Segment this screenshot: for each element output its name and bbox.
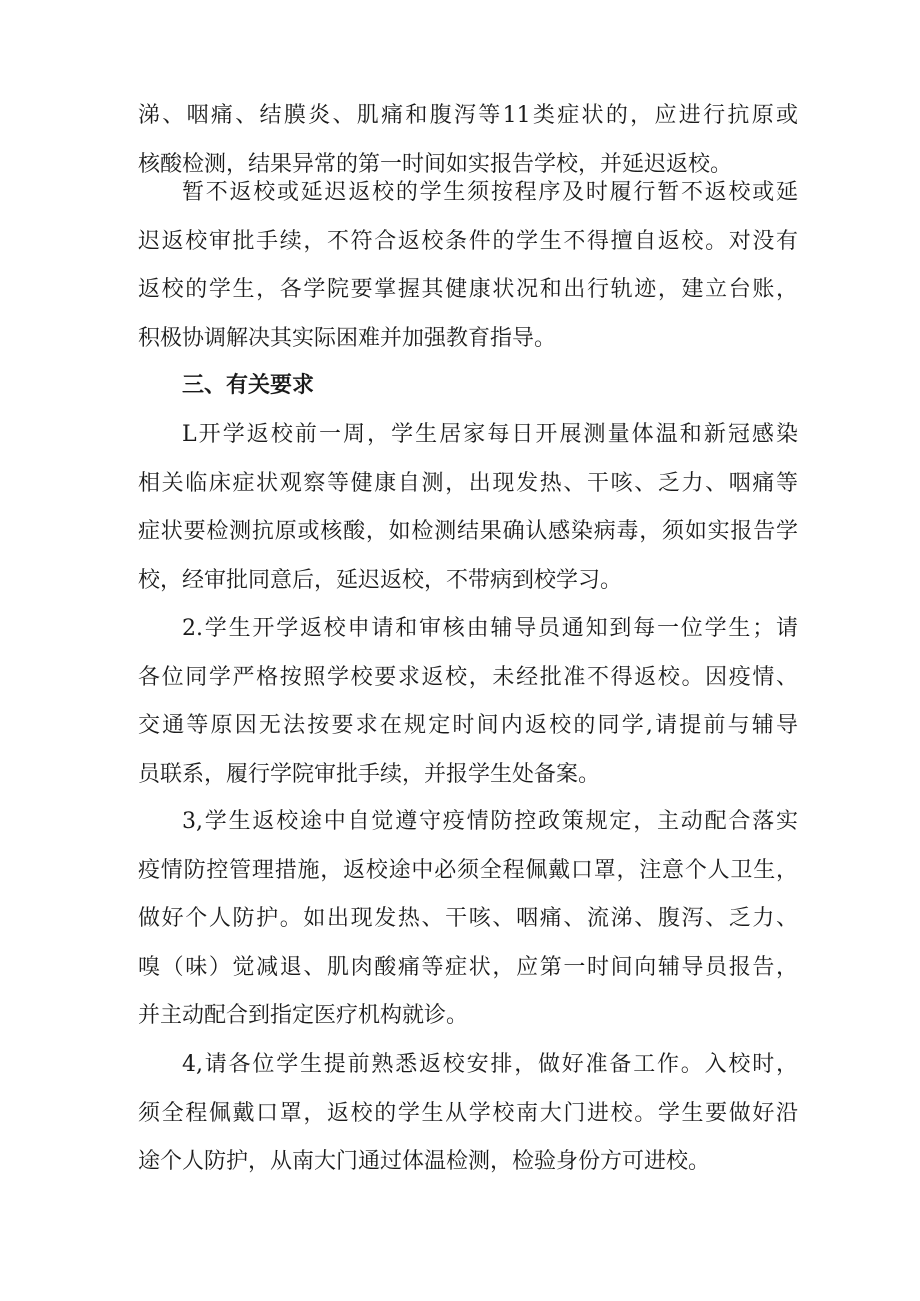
text-line: 并主动配合到指定医疗机构就诊。 xyxy=(138,1003,469,1028)
text-line: 迟返校审批手续，不符合返校条件的学生不得擅自返校。对没有 xyxy=(138,228,798,254)
text-line: 校，经审批同意后，延迟返校，不带病到校学习。 xyxy=(138,567,623,593)
text-line: L开学返校前一周，学生居家每日开展测量体温和新冠感染 xyxy=(182,422,798,447)
text-line: 核酸检测，结果异常的第一时间如实报告学校，并延迟返校。 xyxy=(138,151,733,177)
text-line: 交通等原因无法按要求在规定时间内返校的同学,请提前与辅导 xyxy=(138,713,798,738)
paragraph-delayed-return xyxy=(138,169,798,363)
text-line: 症状要检测抗原或核酸，如检测结果确认感染病毒，须如实报告学 xyxy=(138,519,798,544)
text-line: 相关临床症状观察等健康自测，出现发热、干咳、乏力、咽痛等 xyxy=(138,470,798,496)
section-heading: 三、有关要求 xyxy=(182,373,315,398)
text-line: 3,学生返校途中自觉遵守疫情防控政策规定，主动配合落实 xyxy=(182,809,798,834)
text-line: 积极协调解决其实际困难并加强教育指导。 xyxy=(138,325,557,351)
text-line: 须全程佩戴口罩，返校的学生从学校南大门进校。学生要做好沿 xyxy=(138,1100,798,1126)
text-line: 途个人防护，从南大门通过体温检测，检验身份方可进校。 xyxy=(138,1149,711,1174)
paragraph-item-2 xyxy=(138,605,798,799)
text-line: 员联系，履行学院审批手续，并报学生处备案。 xyxy=(138,761,601,787)
text-line: 各位同学严格按照学校要求返校，未经批准不得返校。因疫情、 xyxy=(138,664,798,690)
text-line: 嗅（味）觉减退、肌肉酸痛等症状，应第一时间向辅导员报告， xyxy=(138,954,798,980)
text-line: 返校的学生，各学院要掌握其健康状况和出行轨迹，建立台账， xyxy=(138,277,798,302)
text-line: 暂不返校或延迟返校的学生须按程序及时履行暂不返校或延 xyxy=(182,180,798,205)
text-line: 做好个人防护。如出现发热、干咳、咽痛、流涕、腹泻、乏力、 xyxy=(138,906,798,931)
paragraph-item-3 xyxy=(138,798,798,1041)
paragraph-item-1 xyxy=(138,411,798,605)
text-line: 疫情防控管理措施，返校途中必须全程佩戴口罩，注意个人卫生， xyxy=(138,857,798,883)
text-line: 4,请各位学生提前熟悉返校安排，做好准备工作。入校时， xyxy=(182,1052,798,1077)
text-line: 涕、咽痛、结膜炎、肌痛和腹泻等11类症状的，应进行抗原或 xyxy=(138,103,798,128)
paragraph-item-4 xyxy=(138,1041,798,1187)
text-line: 2.学生开学返校申请和审核由辅导员通知到每一位学生；请 xyxy=(182,616,798,641)
